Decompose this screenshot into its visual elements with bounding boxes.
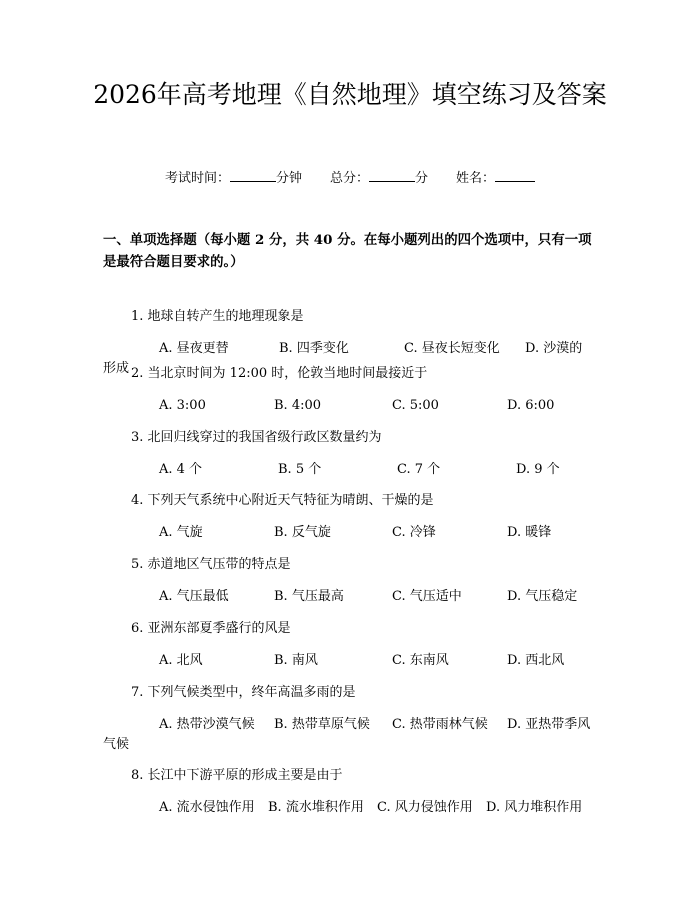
question-options bbox=[103, 587, 598, 607]
name-blank bbox=[495, 168, 535, 182]
option-a: A. 北风 bbox=[159, 653, 203, 668]
question-options bbox=[103, 651, 598, 671]
option-b: B. 气压最高 bbox=[274, 589, 344, 604]
question-stem: 7. 下列气候类型中，终年高温多雨的是 bbox=[131, 685, 356, 700]
option-c: C. 5:00 bbox=[392, 398, 439, 413]
section-heading: 一、单项选择题（每小题 2 分，共 40 分。在每小题列出的四个选项中，只有一项是最符合题目要求的。） bbox=[103, 232, 592, 270]
question-2 bbox=[103, 364, 598, 416]
option-b: B. 南风 bbox=[274, 653, 318, 668]
question-options bbox=[103, 798, 598, 818]
option-d: D. 6:00 bbox=[507, 398, 555, 413]
option-c: C. 风力侵蚀作用 bbox=[377, 800, 473, 815]
option-a: A. 4 个 bbox=[159, 462, 203, 477]
score-unit: 分 bbox=[415, 171, 429, 186]
option-c: C. 冷锋 bbox=[392, 525, 436, 540]
option-a: A. 气压最低 bbox=[159, 589, 229, 604]
option-b: B. 四季变化 bbox=[279, 341, 349, 356]
question-stem: 8. 长江中下游平原的形成主要是由于 bbox=[131, 768, 343, 783]
option-c: C. 昼夜长短变化 bbox=[404, 341, 500, 356]
option-d: D. 风力堆积作用 bbox=[486, 800, 583, 815]
option-d: D. 气压稳定 bbox=[507, 589, 578, 604]
option-a: A. 气旋 bbox=[159, 525, 203, 540]
question-stem: 4. 下列天气系统中心附近天气特征为晴朗、干燥的是 bbox=[131, 493, 434, 508]
option-d: D. 沙漠的 bbox=[525, 341, 583, 356]
option-a: A. 热带沙漠气候 bbox=[159, 717, 255, 732]
exam-time-label: 考试时间： bbox=[164, 171, 230, 186]
question-stem: 2. 当北京时间为 12:00 时，伦敦当地时间最接近于 bbox=[131, 366, 428, 381]
score-blank bbox=[369, 168, 415, 182]
name-label: 姓名： bbox=[456, 171, 496, 186]
exam-time-unit: 分钟 bbox=[275, 171, 302, 186]
option-b: B. 5 个 bbox=[278, 462, 322, 477]
question-options bbox=[103, 339, 598, 359]
option-c: C. 东南风 bbox=[392, 653, 449, 668]
option-c: C. 气压适中 bbox=[392, 589, 462, 604]
score-label: 总分： bbox=[329, 171, 369, 186]
question-stem: 5. 赤道地区气压带的特点是 bbox=[131, 557, 291, 572]
option-c: C. 热带雨林气候 bbox=[392, 717, 488, 732]
question-6 bbox=[103, 619, 598, 671]
option-a: A. 昼夜更替 bbox=[159, 341, 229, 356]
question-options bbox=[103, 396, 598, 416]
question-options bbox=[103, 460, 598, 480]
question-3 bbox=[103, 428, 598, 480]
option-wrap: 形成 bbox=[103, 361, 130, 376]
question-5 bbox=[103, 555, 598, 607]
option-a: A. 流水侵蚀作用 bbox=[159, 800, 255, 815]
question-stem: 3. 北回归线穿过的我国省级行政区数量约为 bbox=[131, 430, 382, 445]
option-d: D. 9 个 bbox=[516, 462, 560, 477]
question-4 bbox=[103, 491, 598, 543]
document-title: 2026年高考地理《自然地理》填空练习及答案 bbox=[93, 80, 607, 109]
option-a: A. 3:00 bbox=[159, 398, 206, 413]
option-c: C. 7 个 bbox=[397, 462, 441, 477]
option-d: D. 亚热带季风 bbox=[507, 717, 591, 732]
question-stem: 1. 地球自转产生的地理现象是 bbox=[131, 309, 304, 324]
question-7 bbox=[103, 683, 598, 755]
option-wrap: 气候 bbox=[103, 737, 130, 752]
option-b: B. 热带草原气候 bbox=[274, 717, 370, 732]
exam-info-line bbox=[0, 168, 700, 188]
question-8 bbox=[103, 766, 598, 818]
option-b: B. 4:00 bbox=[274, 398, 322, 413]
option-b: B. 反气旋 bbox=[274, 525, 331, 540]
option-b: B. 流水堆积作用 bbox=[268, 800, 364, 815]
option-d: D. 暖锋 bbox=[507, 525, 552, 540]
question-options bbox=[103, 523, 598, 543]
question-stem: 6. 亚洲东部夏季盛行的风是 bbox=[131, 621, 291, 636]
option-d: D. 西北风 bbox=[507, 653, 565, 668]
exam-time-blank bbox=[230, 168, 276, 182]
question-options bbox=[103, 715, 598, 735]
